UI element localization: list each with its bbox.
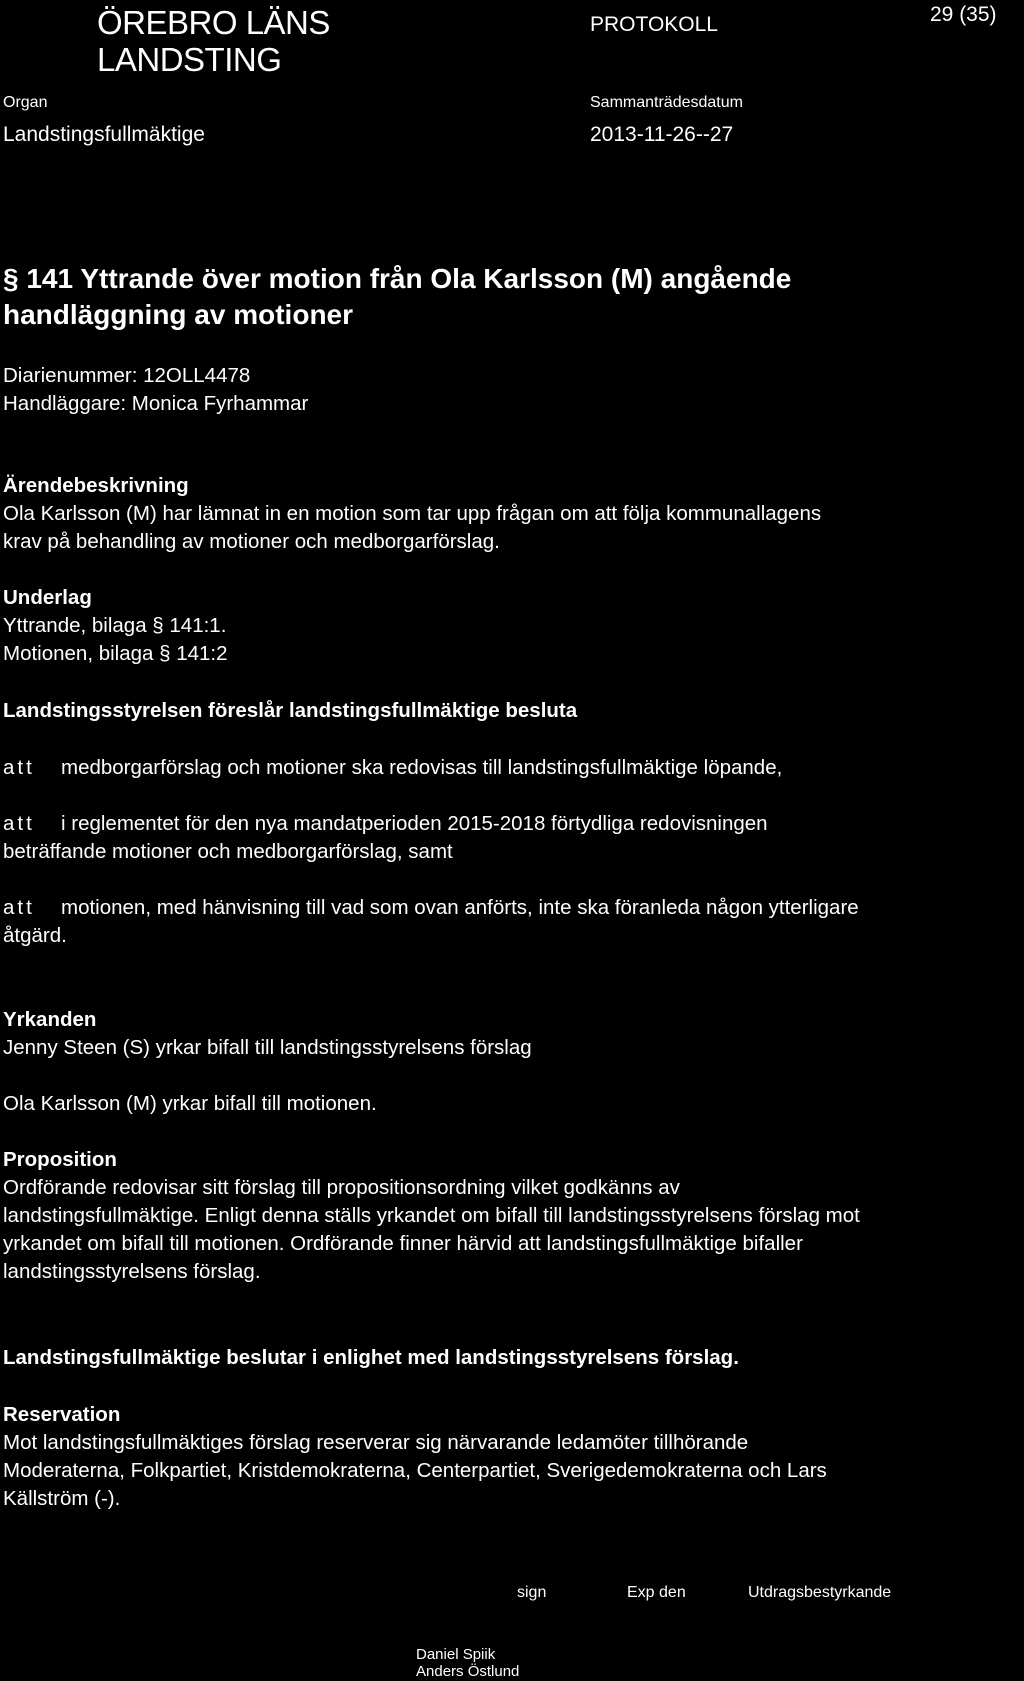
proposal-item1-text: medborgarförslag och motioner ska redovisas till landstingsfullmäktige löpande,: [61, 756, 783, 779]
proposition-line2: landstingsfullmäktige. Enligt denna ställs yrkandet om bifall till landstingsstyrelsens förslag mot: [3, 1204, 860, 1227]
underlag-heading: Underlag: [3, 586, 92, 609]
decision-statement: Landstingsfullmäktige beslutar i enlighet med landstingsstyrelsens förslag.: [3, 1346, 739, 1369]
reservation-line2: Moderaterna, Folkpartiet, Kristdemokraterna, Centerpartiet, Sverigedemokraterna och Lars: [3, 1459, 827, 1482]
yrkande-line1: Jenny Steen (S) yrkar bifall till landstingsstyrelsens förslag: [3, 1036, 532, 1059]
att-marker: att: [3, 812, 35, 835]
proposal-item2-text-line2: beträffande motioner och medborgarförslag, samt: [3, 840, 453, 863]
yrkande-line2: Ola Karlsson (M) yrkar bifall till motionen.: [3, 1092, 377, 1115]
arende-text-line1: Ola Karlsson (M) har lämnat in en motion som tar upp frågan om att följa kommunallagens: [3, 502, 822, 525]
utdragsbestyrkande-label: Utdragsbestyrkande: [748, 1584, 892, 1601]
proposal-heading: Landstingsstyrelsen föreslår landstingsfullmäktige besluta: [3, 699, 578, 722]
reservation-line3: Källström (-).: [3, 1487, 121, 1510]
sign-label: sign: [517, 1584, 547, 1601]
exp-den-label: Exp den: [627, 1584, 686, 1601]
reservation-line1: Mot landstingsfullmäktiges förslag reserverar sig närvarande ledamöter tillhörande: [3, 1431, 749, 1454]
document-type: PROTOKOLL: [590, 13, 718, 36]
proposal-item3-text-line2: åtgärd.: [3, 924, 67, 947]
organization-logo-line2: LANDSTING: [97, 41, 282, 78]
proposal-item3: [3, 894, 859, 922]
proposal-item2: [3, 810, 768, 838]
yrkanden-heading: Yrkanden: [3, 1008, 97, 1031]
proposition-heading: Proposition: [3, 1148, 117, 1171]
handlaggare: Handläggare: Monica Fyrhammar: [3, 392, 309, 415]
reservation-heading: Reservation: [3, 1403, 121, 1426]
underlag-item2: Motionen, bilaga § 141:2: [3, 642, 228, 665]
organization-logo-line1: ÖREBRO LÄNS: [97, 4, 330, 41]
meeting-date-label: Sammanträdesdatum: [590, 94, 743, 111]
att-marker: att: [3, 896, 35, 919]
organ-value: Landstingsfullmäktige: [3, 123, 205, 146]
proposal-item3-text-line1: motionen, med hänvisning till vad som ovan anförts, inte ska föranleda någon ytterligare: [61, 896, 859, 919]
proposition-line4: landstingsstyrelsens förslag.: [3, 1260, 261, 1283]
att-marker: att: [3, 756, 35, 779]
section-title-line1: § 141 Yttrande över motion från Ola Karlsson (M) angående: [3, 263, 792, 294]
meeting-date-value: 2013-11-26--27: [590, 123, 734, 146]
diarienummer: Diarienummer: 12OLL4478: [3, 364, 251, 387]
proposal-item1: [3, 754, 782, 782]
arende-heading: Ärendebeskrivning: [3, 474, 189, 497]
signer-1: Daniel Spiik: [416, 1646, 496, 1663]
underlag-item1: Yttrande, bilaga § 141:1.: [3, 614, 227, 637]
organ-label: Organ: [3, 94, 48, 111]
proposition-line1: Ordförande redovisar sitt förslag till propositionsordning vilket godkänns av: [3, 1176, 680, 1199]
proposition-line3: yrkandet om bifall till motionen. Ordförande finner härvid att landstingsfullmäktige bifaller: [3, 1232, 803, 1255]
page-number: 29 (35): [930, 3, 997, 26]
arende-text-line2: krav på behandling av motioner och medborgarförslag.: [3, 530, 500, 553]
proposal-item2-text-line1: i reglementet för den nya mandatperioden 2015-2018 förtydliga redovisningen: [61, 812, 768, 835]
signer-2: Anders Östlund: [416, 1663, 520, 1680]
section-title-line2: handläggning av motioner: [3, 299, 354, 330]
